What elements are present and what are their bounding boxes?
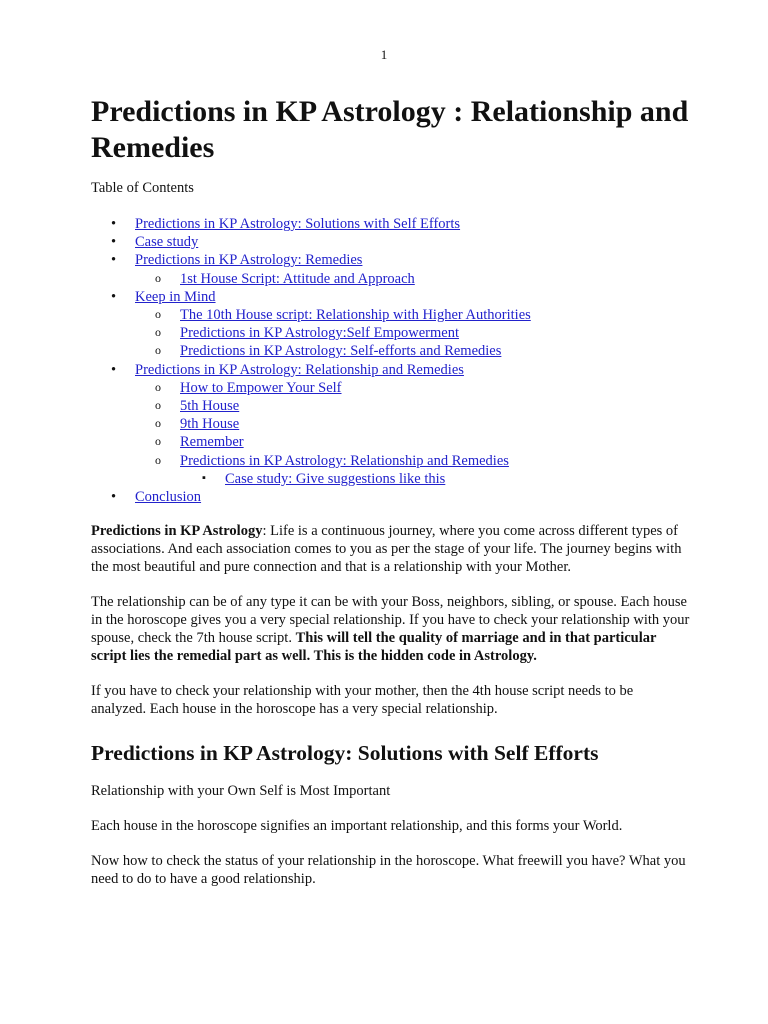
toc-link[interactable]: 1st House Script: Attitude and Approach <box>180 270 415 287</box>
toc-subitem <box>135 306 691 324</box>
section-paragraph: Relationship with your Own Self is Most Important <box>91 783 391 800</box>
toc-link[interactable]: 5th House <box>180 398 240 415</box>
toc-link[interactable]: Predictions in KP Astrology: Relationship and Remedies <box>135 361 464 378</box>
toc-subitem <box>135 433 691 451</box>
section-heading: Predictions in KP Astrology: Solutions with Self Efforts <box>91 741 599 766</box>
toc-link[interactable]: The 10th House script: Relationship with Higher Authorities <box>180 307 531 324</box>
intro-text: : Life is a continuous journey, where you come across different types of associations. And each association comes to you as per the stage of your life. The journey begins with the most beautiful and pure connection and that is a relationship with your Mother. <box>91 523 682 576</box>
toc-item <box>91 361 691 488</box>
toc-link[interactable]: Case study <box>135 234 199 251</box>
toc-subitem <box>135 452 691 488</box>
toc-link[interactable]: 9th House <box>180 416 240 433</box>
toc-item <box>91 215 691 233</box>
toc-item <box>91 233 691 251</box>
toc-link[interactable]: Predictions in KP Astrology:Self Empowerment <box>180 325 459 342</box>
toc-link[interactable]: Predictions in KP Astrology: Self-efforts and Remedies <box>180 343 502 360</box>
toc-title: Table of Contents <box>91 180 194 196</box>
section-paragraph: Now how to check the status of your relationship in the horoscope. What freewill you have? What you need to do to have a good relationship. <box>91 853 686 888</box>
toc-link[interactable]: Predictions in KP Astrology: Relationship and Remedies <box>180 452 509 469</box>
section-paragraph: Each house in the horoscope signifies an important relationship, and this forms your World. <box>91 818 623 835</box>
toc-item <box>91 488 691 506</box>
toc-subitem <box>135 415 691 433</box>
toc-item <box>91 288 691 361</box>
mother-paragraph: If you have to check your relationship with your mother, then the 4th house script needs to be analyzed. Each house in the horoscope has a very special relationship. <box>91 683 634 718</box>
toc-link[interactable]: How to Empower Your Self <box>180 379 342 396</box>
toc-subitem <box>135 324 691 342</box>
intro-paragraph <box>91 522 691 576</box>
relationship-paragraph <box>91 593 691 665</box>
relationship-bold-text: This will tell the quality of marriage and in that particular script lies the remedial part as well. This is the hidden code in Astrology. <box>91 630 657 665</box>
toc-link[interactable]: Case study: Give suggestions like this <box>225 470 446 487</box>
document-body <box>91 94 691 905</box>
toc-link[interactable]: Keep in Mind <box>135 288 216 305</box>
intro-bold-lead: Predictions in KP Astrology <box>91 523 263 540</box>
toc-subsubitem <box>180 470 691 488</box>
toc-subitem <box>135 270 691 288</box>
toc-link[interactable]: Predictions in KP Astrology: Remedies <box>135 252 363 269</box>
toc-subitem <box>135 379 691 397</box>
toc-subitem <box>135 397 691 415</box>
toc-link[interactable]: Predictions in KP Astrology: Solutions with Self Efforts <box>135 216 461 232</box>
page-number: 1 <box>380 47 388 62</box>
page-title: Predictions in KP Astrology : Relationship and Remedies <box>91 95 689 164</box>
toc-subitem <box>135 342 691 360</box>
toc-link[interactable]: Conclusion <box>135 489 202 506</box>
relationship-text: The relationship can be of any type it can be with your Boss, neighbors, sibling, or spouse. Each house in the horoscope gives you a very special relationship. If you have to check your relationship with your spouse, check the 7th house script. <box>91 594 690 647</box>
toc-link[interactable]: Remember <box>180 434 244 451</box>
table-of-contents <box>91 215 691 506</box>
toc-item <box>91 251 691 287</box>
